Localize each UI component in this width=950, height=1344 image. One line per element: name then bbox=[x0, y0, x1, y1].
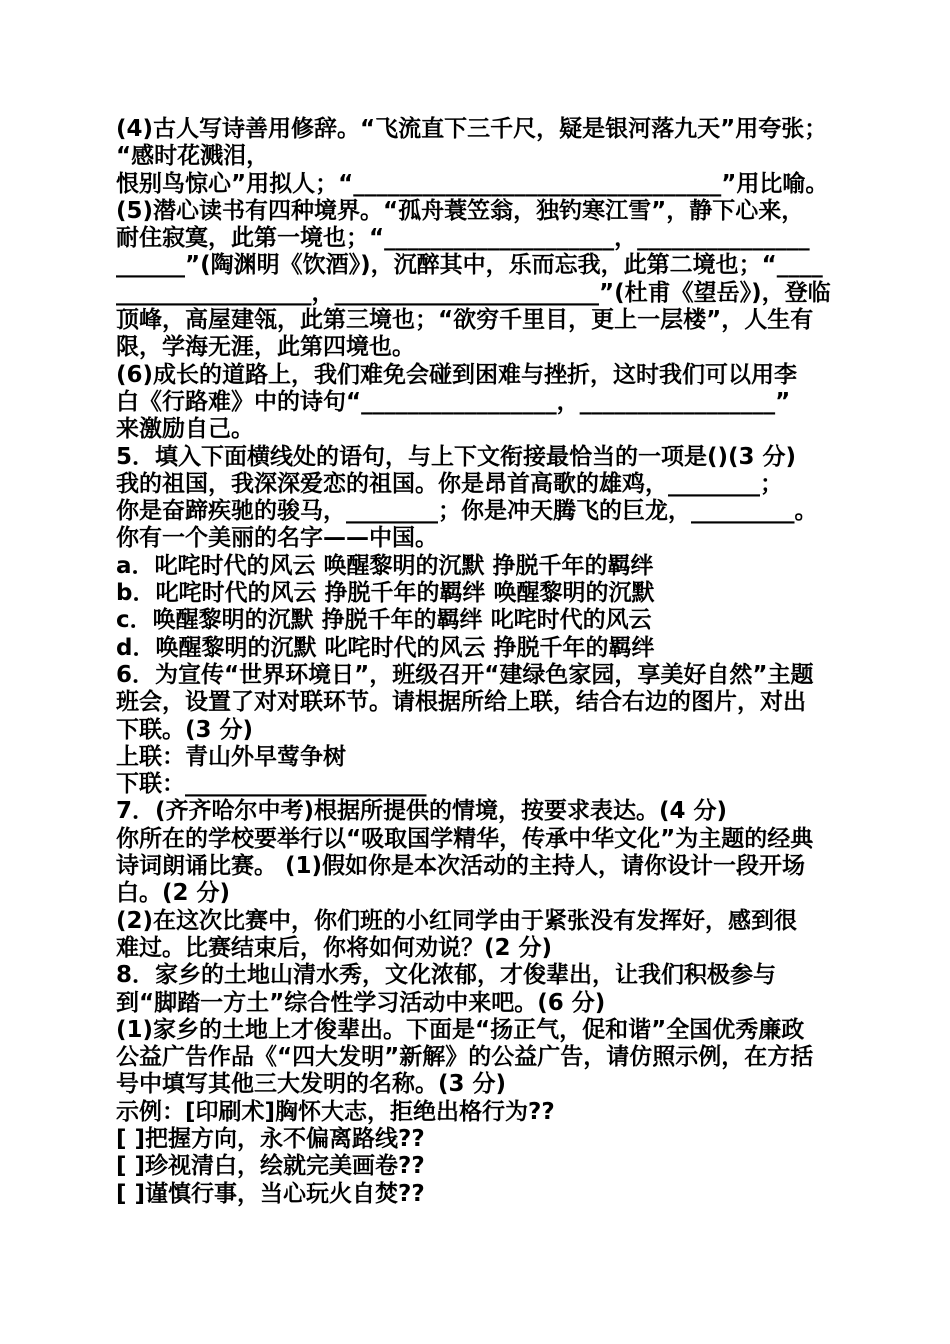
line-q6-a: 6．为宣传“世界环境日”，班级召开“建绿色家园，享美好自然”主题 bbox=[116, 661, 814, 688]
line-q4-6-b: 白《行路难》中的诗句“_________________，_________________” bbox=[116, 388, 791, 415]
line-q6-b: 班会，设置了对对联环节。请根据所给上联，结合右边的图片，对出 bbox=[116, 689, 806, 716]
line-q8-1-a: (1)家乡的土地上才俊辈出。下面是“扬正气，促和谐”全国优秀廉政 bbox=[116, 1016, 805, 1043]
line-q4-5-d: _________________，_______________________”(杜甫《望岳》)，登临 bbox=[116, 279, 831, 306]
line-q7-e: 难过。比赛结束后，你将如何劝说？(2 分) bbox=[116, 934, 553, 961]
line-q6-c: 下联。(3 分) bbox=[116, 716, 254, 743]
line-q5-option-a: a．叱咤时代的风云 唤醒黎明的沉默 挣脱千年的羁绊 bbox=[116, 552, 654, 579]
line-q4-5-f: 限，学海无涯，此第四境也。 bbox=[116, 334, 415, 361]
line-q7-c: 白。(2 分) bbox=[116, 880, 231, 907]
line-q6-lower-couplet: 下联：_____________________ bbox=[116, 771, 427, 798]
line-q6-upper-couplet: 上联：青山外早莺争树 bbox=[116, 743, 346, 770]
line-q5-option-d: d．唤醒黎明的沉默 叱咤时代的风云 挣脱千年的羁绊 bbox=[116, 634, 655, 661]
line-q7-d: (2)在这次比赛中，你们班的小红同学由于紧张没有发挥好，感到很 bbox=[116, 907, 798, 934]
line-q7-stem: 7．(齐齐哈尔中考)根据所提供的情境，按要求表达。(4 分) bbox=[116, 798, 728, 825]
line-q4-5-a: (5)潜心读书有四种境界。“孤舟蓑笠翁，独钓寒江雪”，静下心来， bbox=[116, 197, 805, 224]
line-q8-blank-2: [ ]珍视清白，绘就完美画卷?? bbox=[116, 1153, 425, 1180]
line-q8-1-b: 公益广告作品《“四大发明”新解》的公益广告，请仿照示例，在方括 bbox=[116, 1044, 814, 1071]
line-q8-1-c: 号中填写其他三大发明的名称。(3 分) bbox=[116, 1071, 507, 1098]
line-q4-4-c: 恨别鸟惊心”用拟人；“________________________________”用比喻。 bbox=[116, 170, 829, 197]
line-q5-option-c: c．唤醒黎明的沉默 挣脱千年的羁绊 叱咤时代的风云 bbox=[116, 607, 652, 634]
line-q4-4-b: “感时花溅泪， bbox=[116, 143, 270, 170]
line-q5-text-b: 你是奋蹄疾驰的骏马，________；你是冲天腾飞的巨龙，_________。 bbox=[116, 498, 818, 525]
line-q8-stem-b: 到“脚踏一方土”综合性学习活动中来吧。(6 分) bbox=[116, 989, 606, 1016]
line-q4-5-c: ______”(陶渊明《饮酒》)，沉醉其中，乐而忘我，此第二境也；“____ bbox=[116, 252, 823, 279]
line-q8-stem-a: 8．家乡的土地山清水秀，文化浓郁，才俊辈出，让我们积极参与 bbox=[116, 962, 777, 989]
line-q7-a: 你所在的学校要举行以“吸取国学精华，传承中华文化”为主题的经典 bbox=[116, 825, 814, 852]
line-q7-b: 诗词朗诵比赛。 (1)假如你是本次活动的主持人，请你设计一段开场 bbox=[116, 853, 806, 880]
line-q5-text-c: 你有一个美丽的名字——中国。 bbox=[116, 525, 438, 552]
line-q8-blank-1: [ ]把握方向，永不偏离路线?? bbox=[116, 1125, 425, 1152]
line-q5-option-b: b．叱咤时代的风云 挣脱千年的羁绊 唤醒黎明的沉默 bbox=[116, 580, 655, 607]
line-q8-example: 示例：[印刷术]胸怀大志，拒绝出格行为?? bbox=[116, 1098, 555, 1125]
line-q8-blank-3: [ ]谨慎行事，当心玩火自焚?? bbox=[116, 1180, 425, 1207]
line-q4-6-a: (6)成长的道路上，我们难免会碰到困难与挫折，这时我们可以用李 bbox=[116, 361, 798, 388]
line-q5-stem: 5．填入下面横线处的语句，与上下文衔接最恰当的一项是()(3 分) bbox=[116, 443, 797, 470]
line-q5-text-a: 我的祖国，我深深爱恋的祖国。你是昂首高歌的雄鸡，________； bbox=[116, 470, 783, 497]
line-q4-6-c: 来激励自己。 bbox=[116, 416, 254, 443]
line-q4-5-b: 耐住寂寞，此第一境也；“____________________，_______________ bbox=[116, 225, 810, 252]
line-q4-5-e: 顶峰，高屋建瓴，此第三境也；“欲穷千里目，更上一层楼”，人生有 bbox=[116, 307, 814, 334]
line-q4-4-a: (4)古人写诗善用修辞。“飞流直下三千尺，疑是银河落九天”用夸张； bbox=[116, 116, 828, 142]
document-page bbox=[116, 116, 836, 1208]
